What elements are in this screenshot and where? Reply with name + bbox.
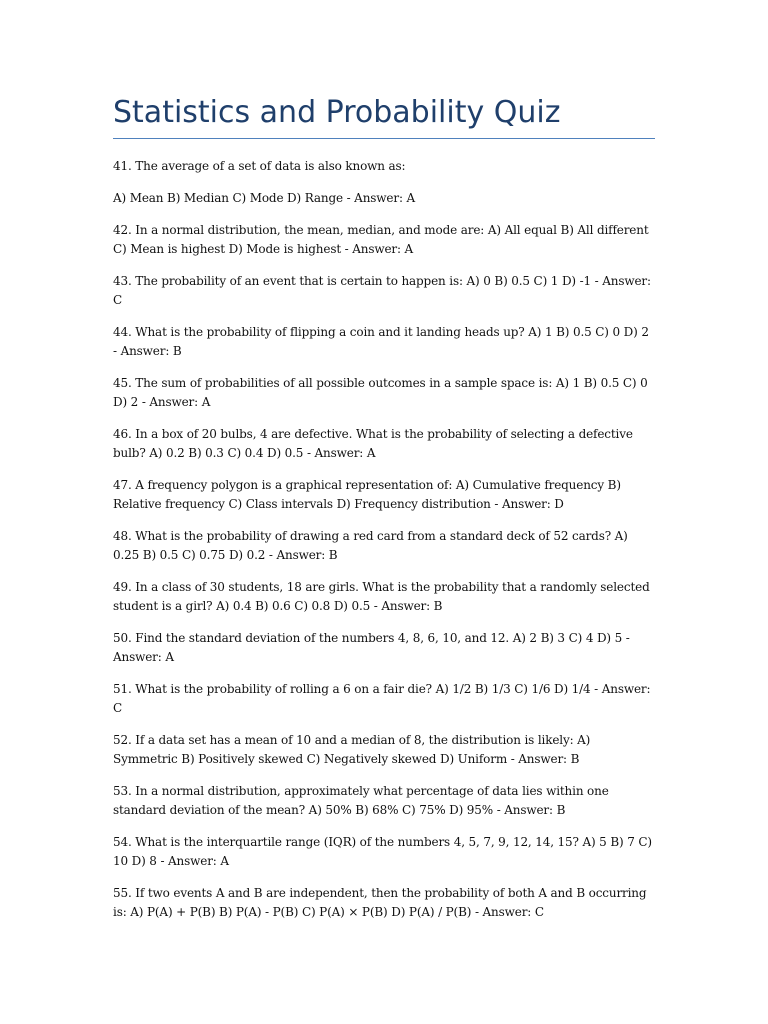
- page-title: Statistics and Probability Quiz: [113, 95, 561, 130]
- question-55: 55. If two events A and B are independent, then the probability of both A and B occurring is: A) P(A) + P(B) B) P(A) - P(B) C) P(A) × P(B) D) P(A) / P(B) - Answer: C: [113, 886, 647, 919]
- question-54: 54. What is the interquartile range (IQR) of the numbers 4, 5, 7, 9, 12, 14, 15? A) 5 B) 7 C) 10 D) 8 - Answer: A: [113, 835, 652, 868]
- question-48: 48. What is the probability of drawing a red card from a standard deck of 52 cards? A) 0.25 B) 0.5 C) 0.75 D) 0.2 - Answer: B: [113, 529, 628, 562]
- question-42: 42. In a normal distribution, the mean, median, and mode are: A) All equal B) All different C) Mean is highest D) Mode is highest - Answer: A: [113, 223, 649, 256]
- question-49: 49. In a class of 30 students, 18 are girls. What is the probability that a randomly selected student is a girl? A) 0.4 B) 0.6 C) 0.8 D) 0.5 - Answer: B: [113, 580, 650, 613]
- question-45: 45. The sum of probabilities of all possible outcomes in a sample space is: A) 1 B) 0.5 C) 0 D) 2 - Answer: A: [113, 376, 648, 409]
- question-43: 43. The probability of an event that is certain to happen is: A) 0 B) 0.5 C) 1 D) -1 - Answer: C: [113, 274, 651, 307]
- question-46: 46. In a box of 20 bulbs, 4 are defective. What is the probability of selecting a defective bulb? A) 0.2 B) 0.3 C) 0.4 D) 0.5 - Answer: A: [113, 427, 633, 460]
- question-53: 53. In a normal distribution, approximately what percentage of data lies within one standard deviation of the mean? A) 50% B) 68% C) 75% D) 95% - Answer: B: [113, 784, 609, 817]
- question-list: [113, 157, 655, 922]
- document-page: [113, 0, 655, 935]
- title-divider: [113, 138, 655, 139]
- question-41-options: A) Mean B) Median C) Mode D) Range - Answer: A: [113, 191, 416, 205]
- question-41: 41. The average of a set of data is also known as:: [113, 159, 406, 173]
- question-50: 50. Find the standard deviation of the numbers 4, 8, 6, 10, and 12. A) 2 B) 3 C) 4 D) 5 - Answer: A: [113, 631, 630, 664]
- question-51: 51. What is the probability of rolling a 6 on a fair die? A) 1/2 B) 1/3 C) 1/6 D) 1/4 - Answer: C: [113, 682, 651, 715]
- question-52: 52. If a data set has a mean of 10 and a median of 8, the distribution is likely: A) Symmetric B) Positively skewed C) Negatively skewed D) Uniform - Answer: B: [113, 733, 591, 766]
- question-44: 44. What is the probability of flipping a coin and it landing heads up? A) 1 B) 0.5 C) 0 D) 2 - Answer: B: [113, 325, 649, 358]
- question-47: 47. A frequency polygon is a graphical representation of: A) Cumulative frequency B) Relative frequency C) Class intervals D) Frequency distribution - Answer: D: [113, 478, 621, 511]
